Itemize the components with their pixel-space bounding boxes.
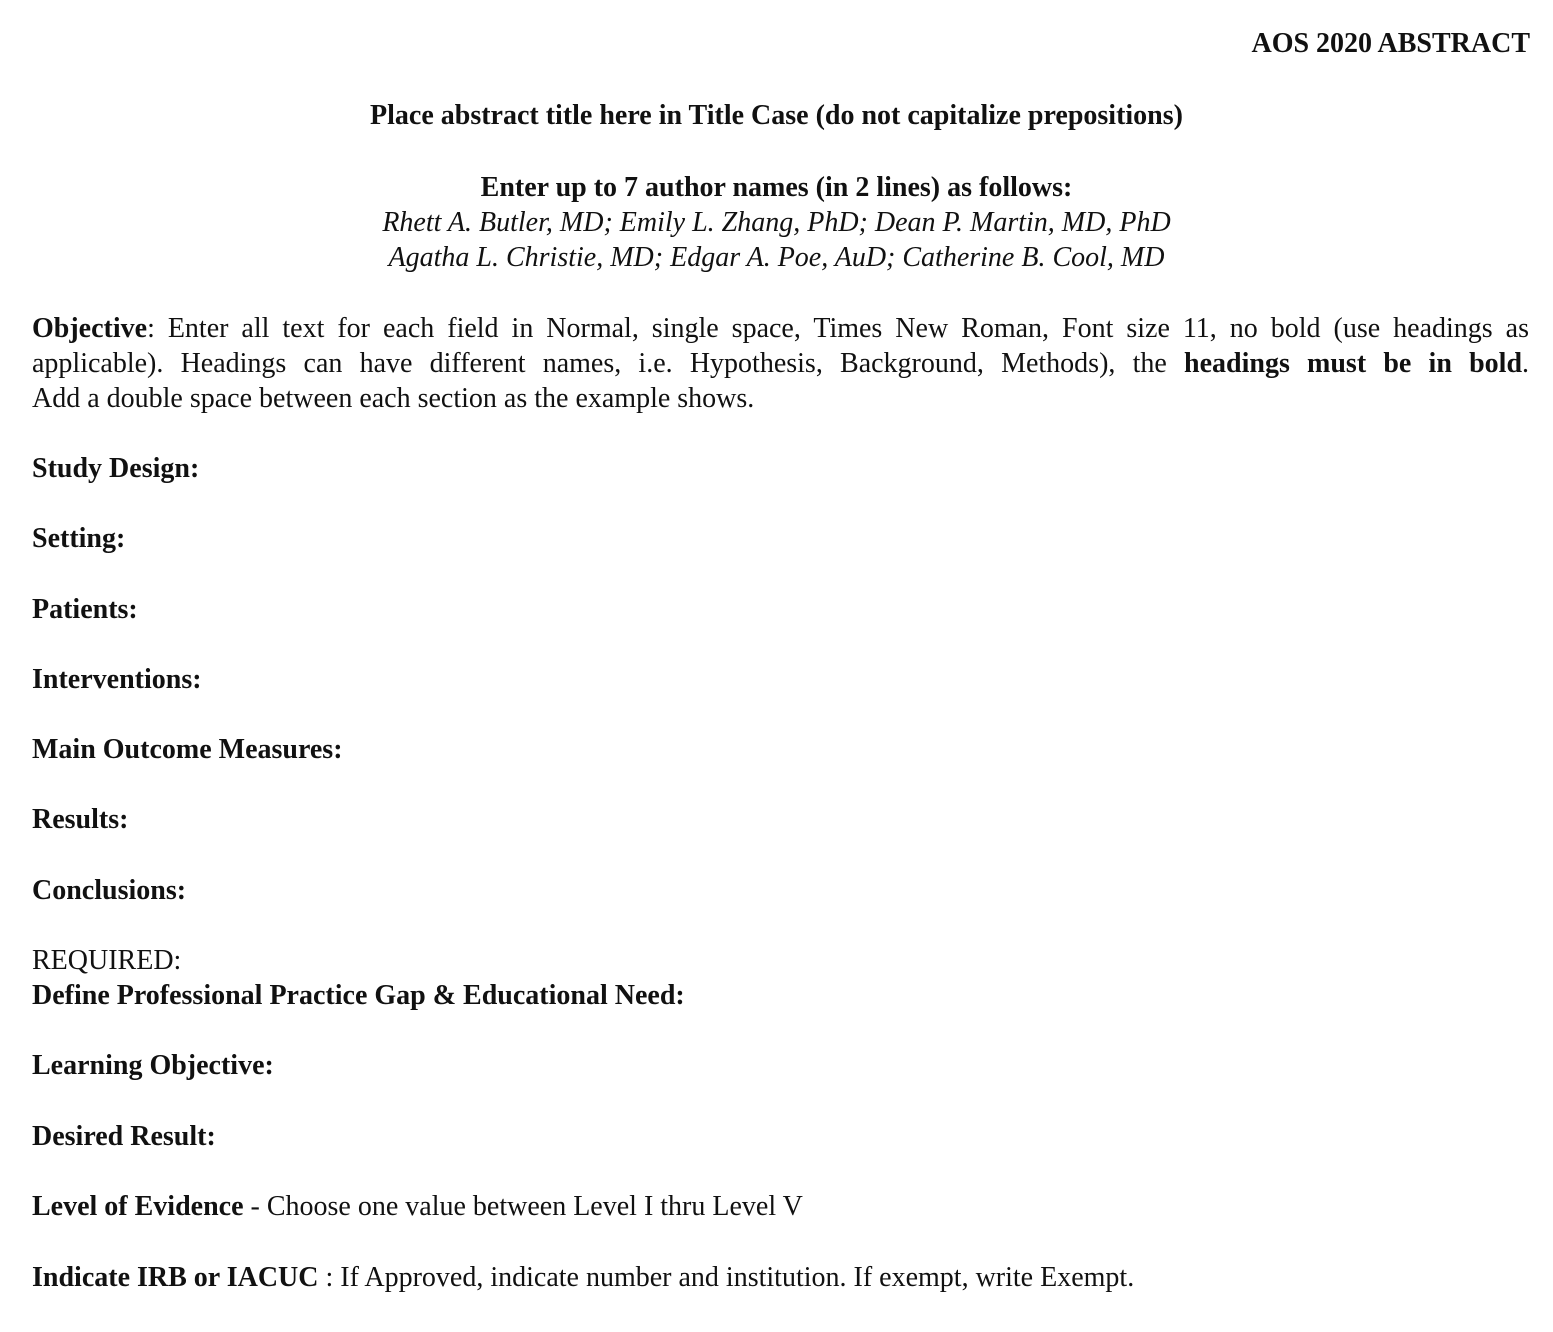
objective-heading: Objective (32, 313, 148, 344)
objective-line-1 (32, 311, 1529, 346)
objective-line-2-text: applicable). Headings can have different names, i.e. Hypothesis, Background, Methods), the (32, 348, 1167, 379)
authors-heading: Enter up to 7 author names (in 2 lines) as follows: (480, 172, 1073, 203)
objective-line-3: Add a double space between each section as the example shows. (32, 383, 755, 414)
results-heading: Results: (32, 804, 129, 835)
objective-line-2 (32, 346, 1529, 381)
level-of-evidence-text: - Choose one value between Level I thru Level V (243, 1191, 803, 1222)
objective-line-2-end: . (1522, 348, 1530, 379)
interventions-heading: Interventions: (32, 664, 202, 695)
irb-line (32, 1260, 1134, 1295)
level-of-evidence-line (32, 1189, 803, 1224)
authors-line-1: Rhett A. Butler, MD; Emily L. Zhang, PhD; Dean P. Martin, MD, PhD (382, 207, 1171, 238)
practice-gap-heading: Define Professional Practice Gap & Educational Need: (32, 980, 685, 1011)
main-outcome-heading: Main Outcome Measures: (32, 734, 343, 765)
abstract-title: Place abstract title here in Title Case (do not capitalize prepositions) (370, 100, 1183, 131)
level-of-evidence-heading: Level of Evidence (32, 1191, 244, 1222)
irb-text: : If Approved, indicate number and institution. If exempt, write Exempt. (318, 1262, 1135, 1293)
learning-objective-heading: Learning Objective: (32, 1050, 274, 1081)
study-design-heading: Study Design: (32, 453, 200, 484)
setting-heading: Setting: (32, 523, 126, 554)
authors-block (0, 170, 1553, 275)
objective-line-1-text: : Enter all text for each field in Normal, single space, Times New Roman, Font size 11, no bold (use headings as (147, 313, 1529, 344)
conference-label: AOS 2020 ABSTRACT (1251, 28, 1530, 59)
authors-line-2: Agatha L. Christie, MD; Edgar A. Poe, AuD; Catherine B. Cool, MD (388, 242, 1165, 273)
objective-paragraph (32, 311, 1529, 416)
desired-result-heading: Desired Result: (32, 1121, 216, 1152)
irb-heading: Indicate IRB or IACUC (32, 1262, 319, 1293)
objective-bold-note: headings must be in bold (1184, 348, 1523, 379)
patients-heading: Patients: (32, 594, 138, 625)
required-label: REQUIRED: (32, 945, 182, 976)
conclusions-heading: Conclusions: (32, 875, 187, 906)
